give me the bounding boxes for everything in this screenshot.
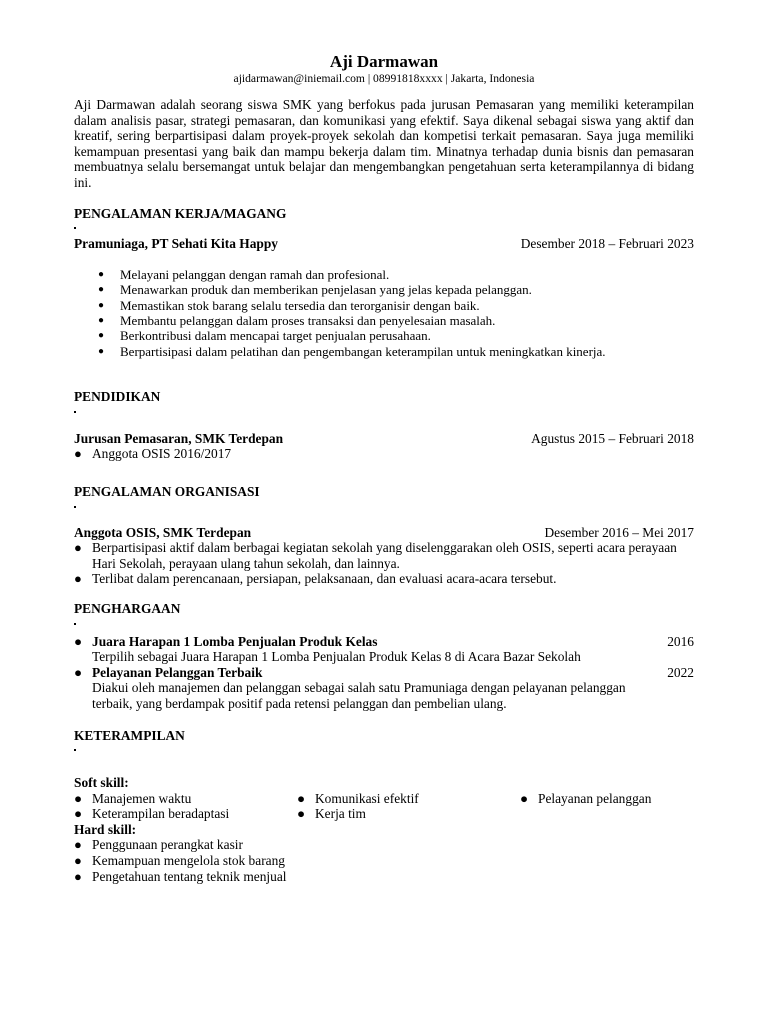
skill-item: ● Kerja tim — [297, 806, 366, 822]
award-description: Diakui oleh manajemen dan pelanggan sebagai salah satu Pramuniaga dengan pelayanan pelanggan terbaik, yang berdampak positif pada retensi pelanggan dan pembelian ulang. — [92, 680, 626, 711]
job-header — [74, 236, 694, 252]
section-title-organization: PENGALAMAN ORGANISASI — [74, 483, 260, 499]
bullet-icon: ● — [98, 299, 105, 311]
section-title-awards: PENGHARGAAN — [74, 600, 181, 616]
bullet-icon: ● — [98, 284, 105, 296]
section-title-skills: KETERAMPILAN — [74, 727, 185, 743]
experience-section — [74, 206, 694, 360]
skill-item: ● Pelayanan pelanggan — [520, 790, 652, 806]
skills-section — [74, 728, 694, 885]
awards-section — [74, 601, 694, 712]
list-item: ● Terlibat dalam perencanaan, persiapan, pelaksanaan, dan evaluasi acara-acara tersebut. — [74, 571, 557, 587]
job-duties-list — [74, 267, 694, 359]
divider-dot — [74, 411, 76, 413]
skill-item: ● Komunikasi efektif — [297, 790, 419, 806]
job-period: Desember 2018 – Februari 2023 — [520, 236, 694, 252]
education-header — [74, 431, 694, 447]
list-item: ● Membantu pelanggan dalam proses transaksi dan penyelesaian masalah. — [98, 312, 496, 328]
bullet-icon: ● — [297, 806, 306, 822]
list-item: ● Kemampuan mengelola stok barang — [74, 853, 285, 869]
list-item: ● Memastikan stok barang selalu tersedia dan terorganisir dengan baik. — [98, 297, 480, 313]
bullet-icon: ● — [98, 345, 105, 357]
organization-section — [74, 484, 694, 587]
bullet-icon: ● — [74, 868, 82, 884]
bullet-icon: ● — [297, 790, 306, 806]
bullet-icon: ● — [520, 790, 529, 806]
soft-skill-grid — [74, 791, 694, 822]
award-year: 2016 — [667, 633, 694, 649]
soft-skill-label: Soft skill: — [74, 775, 129, 791]
list-item: ● Menawarkan produk dan memberikan penjelasan yang jelas kepada pelanggan. — [98, 282, 532, 298]
contact-line: ajidarmawan@iniemail.com | 08991818xxxx | Jakarta, Indonesia — [233, 72, 535, 85]
award-description: Terpilih sebagai Juara Harapan 1 Lomba Penjualan Produk Kelas 8 di Acara Bazar Sekolah — [92, 649, 581, 665]
candidate-name: Aji Darmawan — [329, 52, 439, 71]
bullet-icon: ● — [74, 571, 82, 587]
hard-skill-list — [74, 837, 694, 884]
job-role: Pramuniaga, PT Sehati Kita Happy — [74, 236, 278, 252]
organization-role: Anggota OSIS, SMK Terdepan — [74, 524, 252, 540]
list-item: ● Pengetahuan tentang teknik menjual — [74, 868, 287, 884]
bullet-icon: ● — [74, 837, 82, 853]
resume-page — [74, 52, 694, 884]
school-name: Jurusan Pemasaran, SMK Terdepan — [74, 430, 284, 446]
profile-summary: Aji Darmawan adalah seorang siswa SMK yang berfokus pada jurusan Pemasaran yang memiliki keterampilan dalam analisis pasar, strategi pemasaran, dan komunikasi yang efektif. Saya dikenal sebagai siswa yang aktif dan kreatif, sering berpartisipasi dalam proyek-proyek sekolah dan kompetisi terkait pemasaran. Saya juga memiliki kemampuan presentasi yang baik dan mampu bekerja dalam tim. Minatnya terhadap dunia bisnis dan pemasaran membuatnya selalu bersemangat untuk belajar dan mengembangkan pengetahuan serta keterampilannya di bidang ini. — [74, 97, 694, 190]
bullet-icon: ● — [98, 268, 105, 280]
skill-item: ● Keterampilan beradaptasi — [74, 806, 230, 822]
award-item — [74, 665, 694, 712]
hard-skill-label: Hard skill: — [74, 821, 137, 837]
education-list — [74, 446, 694, 462]
list-item: ● Berpartisipasi aktif dalam berbagai kegiatan sekolah yang diselenggarakan oleh OSIS, seperti acara perayaan Hari Sekolah, perayaan ulang tahun sekolah, dan lainnya. — [74, 540, 677, 571]
organization-header — [74, 525, 694, 541]
skill-item: ● Manajemen waktu — [74, 790, 192, 806]
bullet-icon: ● — [74, 633, 83, 649]
bullet-icon: ● — [74, 446, 82, 462]
bullet-icon: ● — [74, 853, 82, 869]
list-item: ● Anggota OSIS 2016/2017 — [74, 446, 232, 462]
divider-dot — [74, 227, 76, 229]
award-item — [74, 634, 694, 665]
organization-period: Desember 2016 – Mei 2017 — [544, 524, 694, 540]
list-item: ● Penggunaan perangkat kasir — [74, 837, 243, 853]
award-name: Pelayanan Pelanggan Terbaik — [92, 664, 263, 680]
list-item: ● Berkontribusi dalam mencapai target penjualan perusahaan. — [98, 328, 431, 344]
bullet-icon: ● — [74, 806, 83, 822]
award-name: Juara Harapan 1 Lomba Penjualan Produk Kelas — [92, 633, 378, 649]
list-item: ● Berpartisipasi dalam pelatihan dan pengembangan keterampilan untuk meningkatkan kinerja. — [98, 343, 606, 359]
organization-list — [74, 540, 694, 587]
divider-dot — [74, 623, 76, 625]
bullet-icon: ● — [74, 790, 83, 806]
bullet-icon: ● — [74, 664, 83, 680]
bullet-icon: ● — [98, 314, 105, 326]
divider-dot — [74, 506, 76, 508]
bullet-icon: ● — [74, 540, 82, 556]
section-title-experience: PENGALAMAN KERJA/MAGANG — [74, 205, 287, 221]
education-period: Agustus 2015 – Februari 2018 — [531, 430, 694, 446]
divider-dot — [74, 749, 76, 751]
award-year: 2022 — [667, 664, 694, 680]
education-section — [74, 389, 694, 462]
bullet-icon: ● — [98, 330, 105, 342]
section-title-education: PENDIDIKAN — [74, 389, 161, 405]
list-item: ● Melayani pelanggan dengan ramah dan profesional. — [98, 266, 390, 282]
